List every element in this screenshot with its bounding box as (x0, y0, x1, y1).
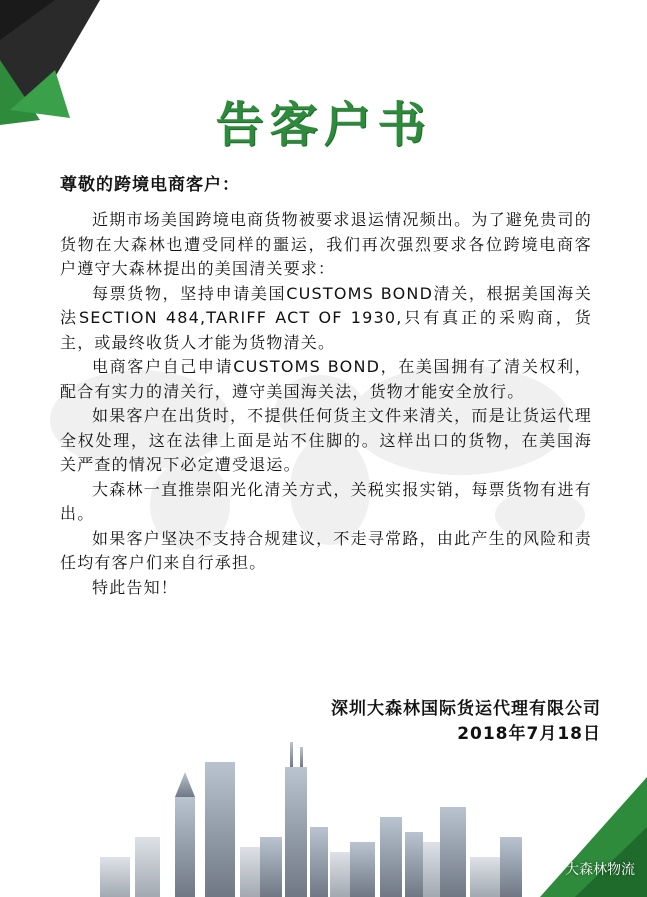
letter-body (60, 208, 592, 600)
wechat-watermark (543, 859, 635, 879)
wechat-icon (543, 862, 561, 876)
paragraph: 电商客户自己申请CUSTOMS BOND，在美国拥有了清关权利，配合有实力的清关行，遵守美国海关法，货物才能安全放行。 (60, 357, 592, 401)
letter-date: 2018年7月18日 (457, 724, 601, 744)
company-name: 深圳大森林国际货运代理有限公司 (331, 699, 601, 719)
paragraph: 每票货物，坚持申请美国CUSTOMS BOND清关，根据美国海关法SECTION 484,TARIFF ACT OF 1930,只有真正的采购商，货主，或最终收货人才能为货物清关。 (60, 283, 592, 352)
paragraph: 大森林一直推崇阳光化清关方式，关税实报实销，每票货物有进有出。 (60, 479, 592, 523)
paragraph: 如果客户坚决不支持合规建议，不走寻常路，由此产生的风险和责任均有客户们来自行承担。 (60, 528, 592, 572)
page-title: 告客户书 (215, 97, 432, 153)
greeting: 尊敬的跨境电商客户： (60, 175, 240, 195)
watermark-text: 大森林物流 (565, 862, 635, 878)
paragraph: 特此告知！ (92, 577, 179, 597)
paragraph: 近期市场美国跨境电商货物被要求退运情况频出。为了避免贵司的货物在大森林也遭受同样的噩运，我们再次强烈要求各位跨境电商客户遵守大森林提出的美国清关要求： (60, 210, 592, 278)
paragraph: 如果客户在出货时，不提供任何货主文件来清关，而是让货运代理全权处理，这在法律上面是站不住脚的。这样出口的货物，在美国海关严查的情况下必定遭受退运。 (60, 406, 592, 474)
